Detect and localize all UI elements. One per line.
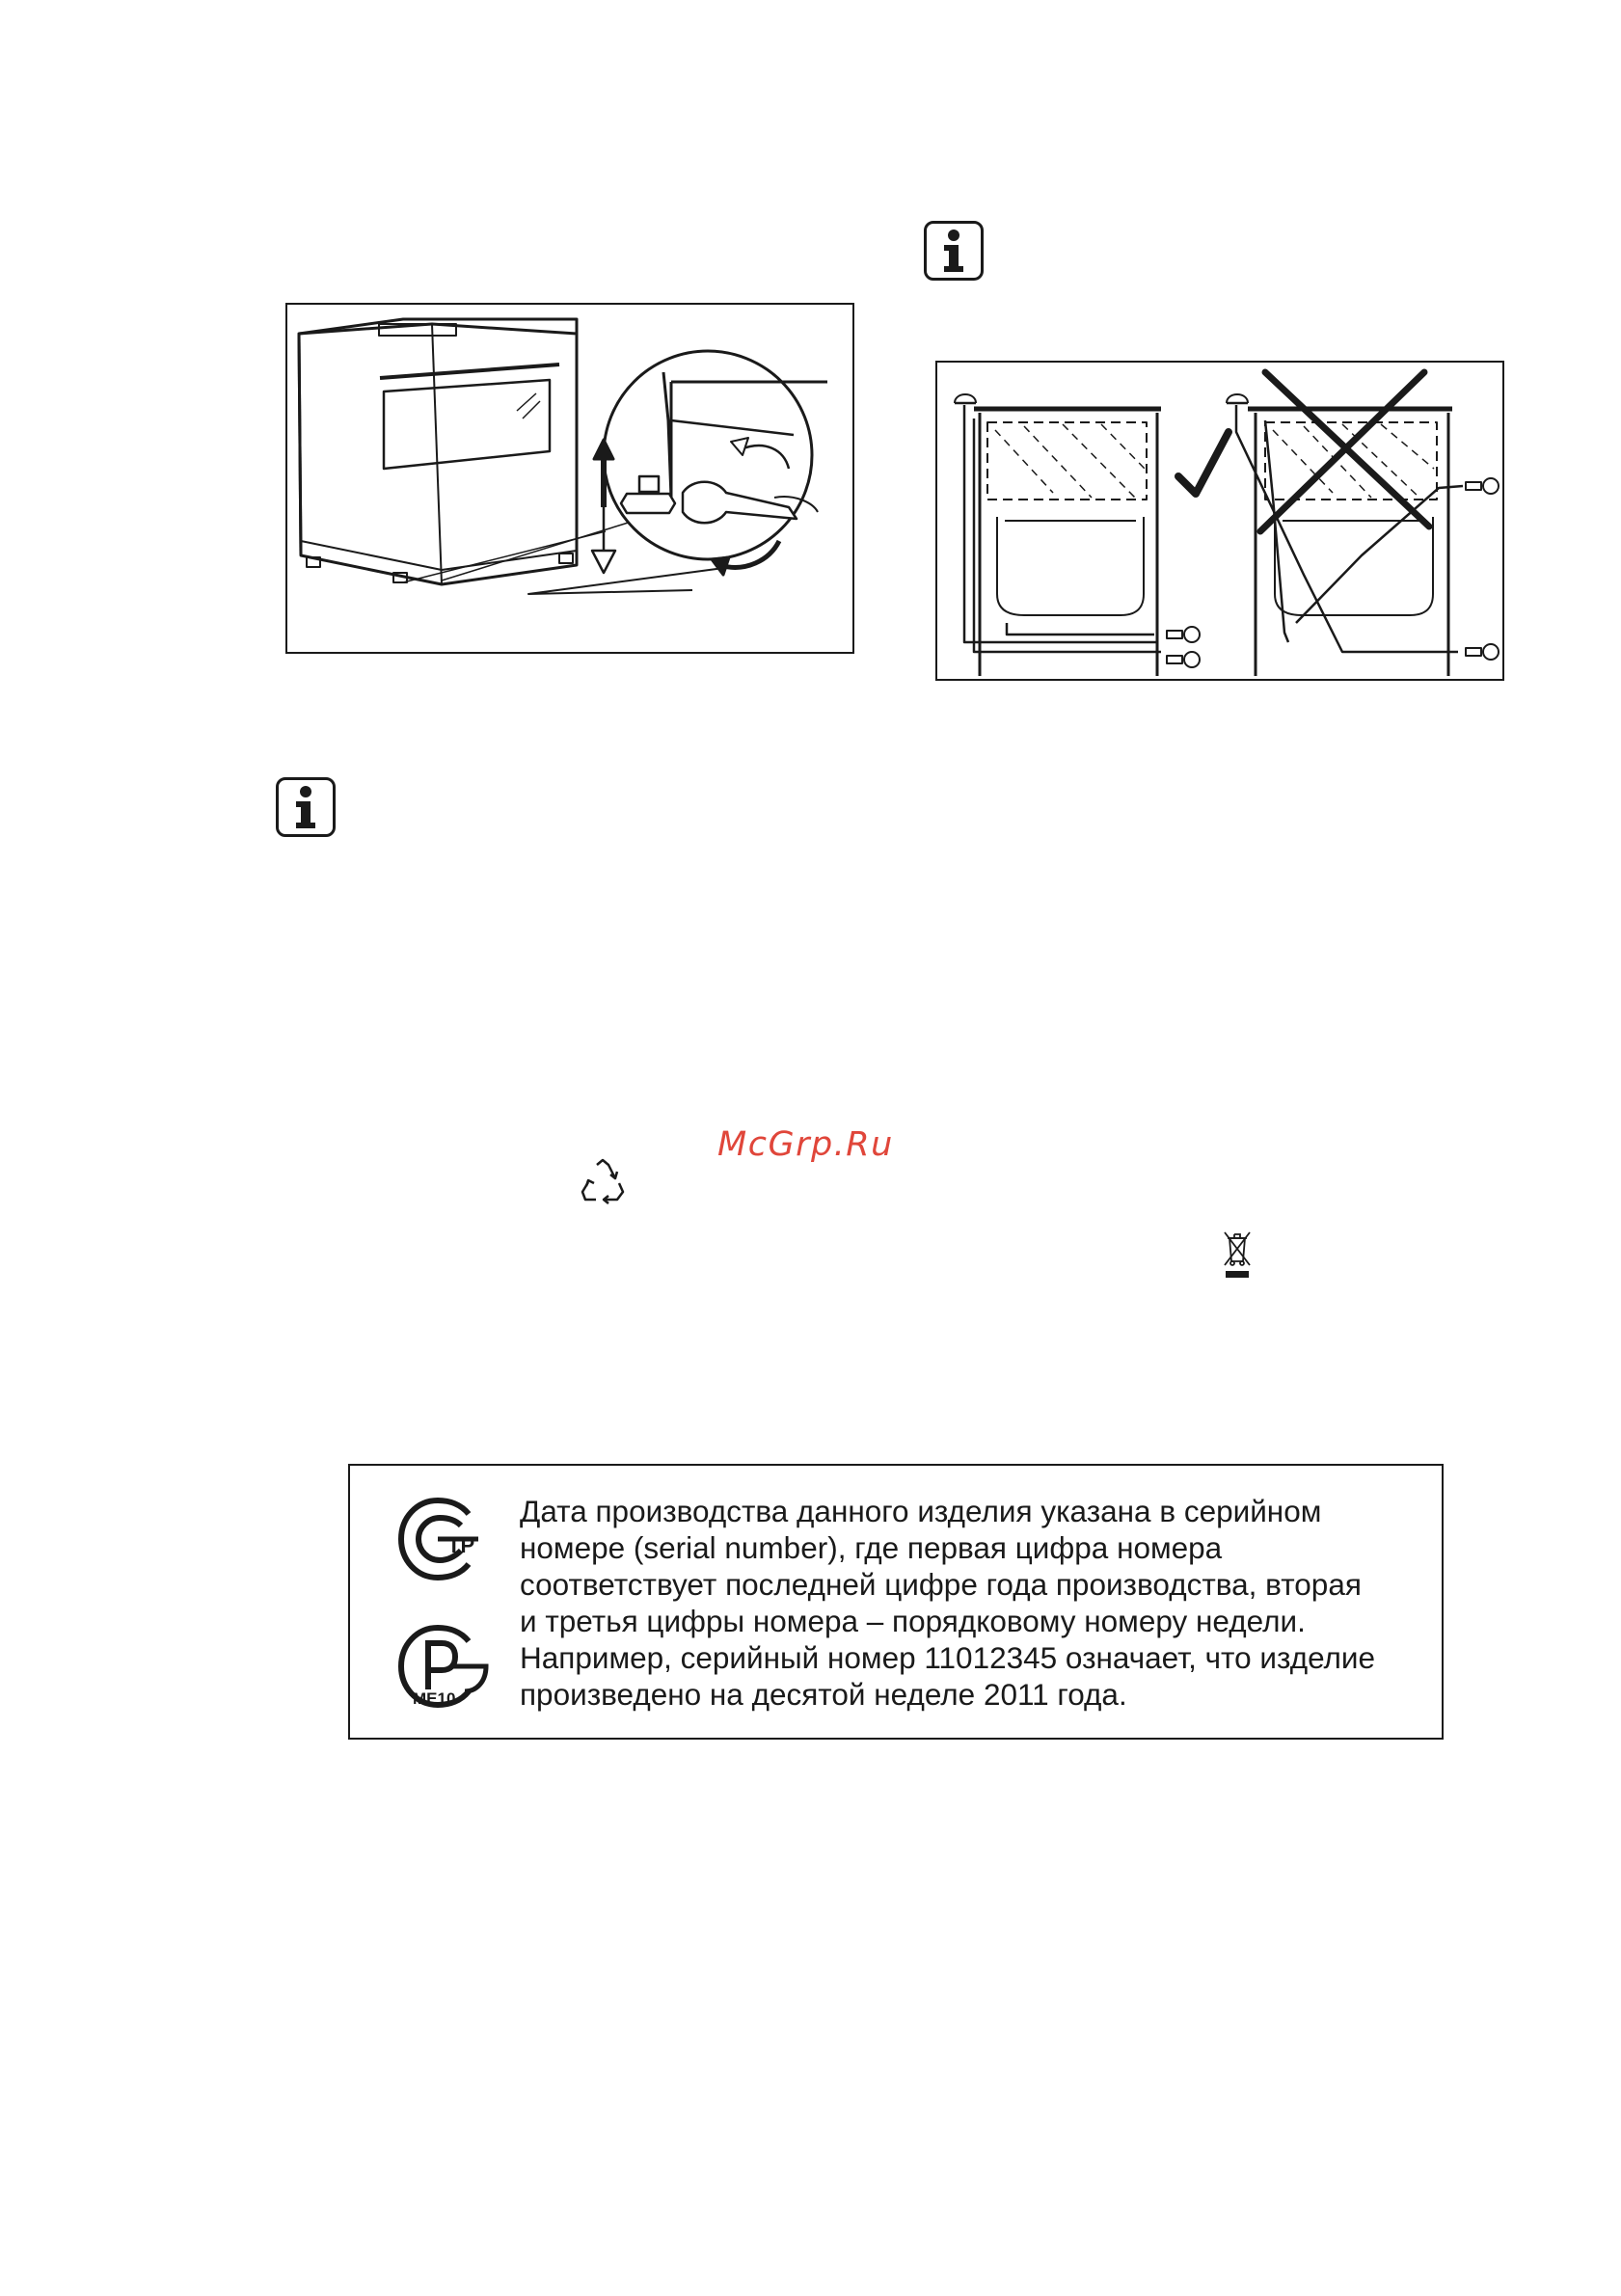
checkmark-icon [1178,432,1229,494]
recycle-icon-glyph [579,1157,627,1205]
notice-line: и третья цифры номера – порядковому номеру недели. [520,1604,1306,1638]
notice-line: соответствует последней цифре года производства, вторая [520,1567,1362,1602]
production-date-notice [348,1464,1444,1740]
cooker-leveling-illustration [285,303,854,654]
correct-installation [955,394,1229,676]
crossed-bin-glyph [1223,1229,1252,1279]
notice-line: номере (serial number), где первая цифра номера [520,1530,1223,1565]
info-icon-glyph [927,224,981,278]
info-icon-glyph [279,780,333,834]
cable-routing-drawing [937,363,1502,679]
notice-line: Дата производства данного изделия указана в серийном [520,1494,1322,1528]
info-icon [924,221,984,281]
cross-icon [1260,372,1429,531]
certification-code: МЕ10 [413,1689,456,1708]
watermark: McGrp.Ru [717,1125,894,1164]
crossed-bin-icon [1223,1229,1252,1279]
notice-line: Например, серийный номер 11012345 означает, что изделие [520,1640,1376,1675]
cooker-leveling-drawing [287,305,852,652]
certification-marks [393,1497,500,1718]
info-icon [276,777,336,837]
recycle-icon [579,1157,627,1205]
notice-line: произведено на десятой неделе 2011 года. [520,1677,1127,1712]
notice-text [520,1493,1426,1713]
incorrect-installation [1227,372,1499,676]
cable-routing-illustration [935,361,1504,681]
eac-mark-letters: ТР [447,1533,475,1557]
